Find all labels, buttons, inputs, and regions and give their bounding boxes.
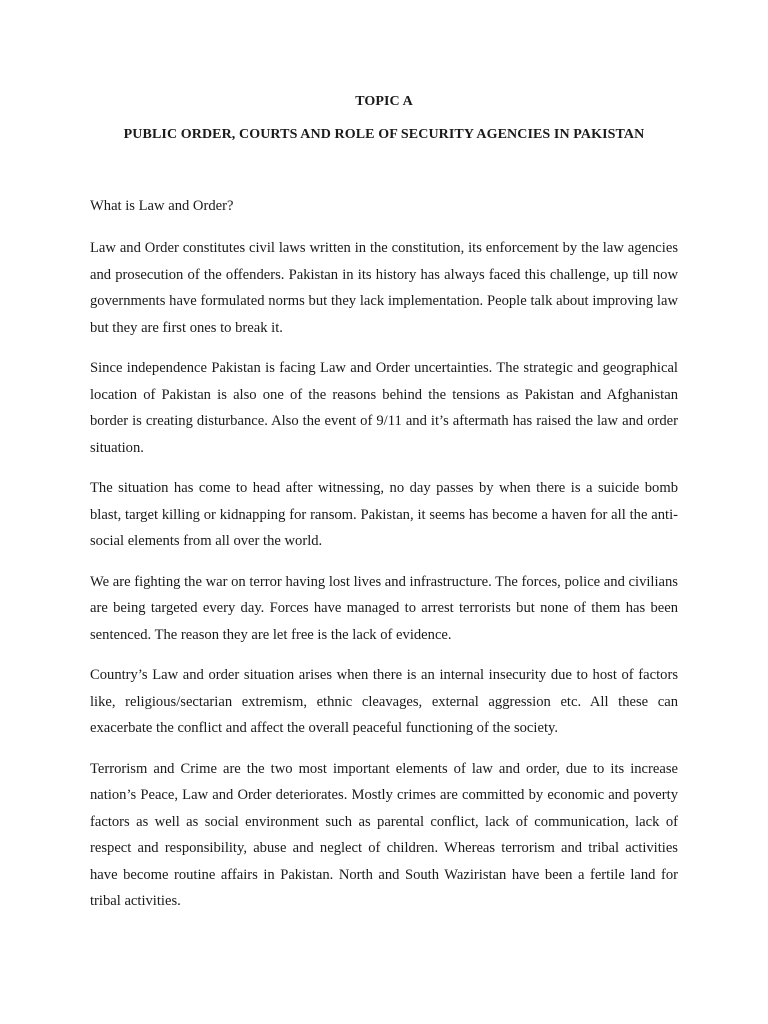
- paragraph: Since independence Pakistan is facing Law and Order uncertainties. The strategic and geographical location of Pakistan is also one of the reasons behind the tensions as Pakistan and Afghanistan border is creating disturbance. Also the event of 9/11 and it’s aftermath has raised the law and order situation.: [90, 360, 678, 456]
- paragraph: We are fighting the war on terror having lost lives and infrastructure. The forces, police and civilians are being targeted every day. Forces have managed to arrest terrorists but none of them has been sentenced. The reason they are let free is the lack of evidence.: [90, 573, 678, 643]
- paragraph: Terrorism and Crime are the two most important elements of law and order, due to its increase nation’s Peace, Law and Order deteriorates. Mostly crimes are committed by economic and poverty factors as well as social environment such as parental conflict, lack of communication, lack of respect and responsibility, abuse and neglect of children. Whereas terrorism and tribal activities have become routine affairs in Pakistan. North and South Waziristan have been a fertile land for tribal activities.: [90, 760, 678, 909]
- body-paragraphs: [90, 235, 678, 929]
- document-title: PUBLIC ORDER, COURTS AND ROLE OF SECURITY AGENCIES IN PAKISTAN: [123, 127, 645, 142]
- paragraph: The situation has come to head after witnessing, no day passes by when there is a suicide bomb blast, target killing or kidnapping for ransom. Pakistan, it seems has become a haven for all the anti-social elements from all over the world.: [90, 480, 678, 549]
- section-question: What is Law and Order?: [90, 198, 234, 214]
- paragraph: Law and Order constitutes civil laws written in the constitution, its enforcement by the law agencies and prosecution of the offenders. Pakistan in its history has always faced this challenge, up till now governments have formulated norms but they lack implementation. People talk about improving law but they are first ones to break it.: [90, 240, 678, 336]
- topic-heading: TOPIC A: [355, 94, 413, 109]
- paragraph: Country’s Law and order situation arises when there is an internal insecurity due to host of factors like, religious/sectarian extremism, ethnic cleavages, external aggression etc. All these can exacerbate the conflict and affect the overall peaceful functioning of the society.: [90, 667, 678, 736]
